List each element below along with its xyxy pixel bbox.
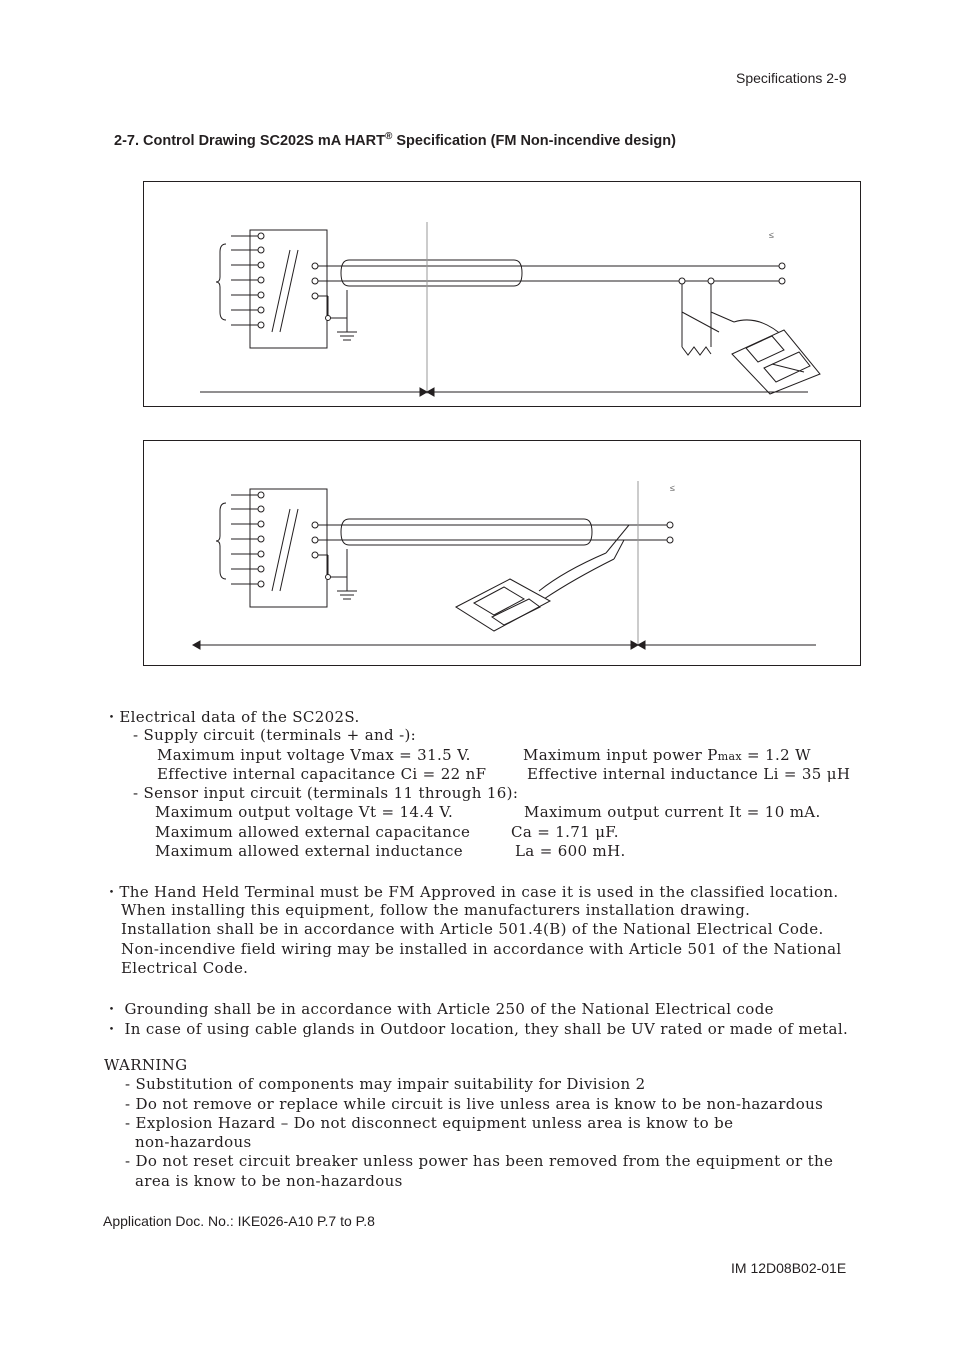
pmax-text bbox=[523, 746, 811, 764]
warning-3b: non-hazardous bbox=[135, 1133, 252, 1151]
rating-mark-2: ≤ bbox=[670, 483, 675, 493]
ca-label: Maximum allowed external capacitance bbox=[155, 823, 471, 841]
cable-glands-bullet: ・ In case of using cable glands in Outdoor location, they shall be UV rated or made of metal. bbox=[104, 1020, 849, 1038]
ci-text: Effective internal capacitance Ci = 22 nF bbox=[157, 765, 487, 783]
electrical-heading: ・Electrical data of the SC202S. bbox=[104, 708, 360, 726]
application-doc-number: Application Doc. No.: IKE026-A10 P.7 to P.8 bbox=[103, 1213, 375, 1229]
grounding-bullet: ・ Grounding shall be in accordance with Article 250 of the National Electrical code bbox=[104, 1000, 774, 1018]
section-title bbox=[114, 131, 676, 149]
pmax-sub: max bbox=[717, 750, 742, 763]
hht-note-line3: Installation shall be in accordance with Article 501.4(B) of the National Electrical Code. bbox=[121, 920, 824, 938]
control-drawing-2-svg bbox=[144, 441, 860, 665]
page-header: Specifications 2-9 bbox=[736, 70, 847, 86]
it-text: Maximum output current It = 10 mA. bbox=[524, 803, 821, 821]
hht-note-line5: Electrical Code. bbox=[121, 959, 249, 977]
hht-note-line4: Non-incendive field wiring may be installed in accordance with Article 501 of the National bbox=[121, 940, 842, 958]
ca-value: Ca = 1.71 μF. bbox=[511, 823, 619, 841]
pmax-suffix: = 1.2 W bbox=[741, 746, 811, 764]
la-value: La = 600 mH. bbox=[515, 842, 626, 860]
warning-title: WARNING bbox=[104, 1056, 188, 1074]
im-number: IM 12D08B02-01E bbox=[731, 1260, 847, 1276]
section-title-tail: Specification (FM Non-incendive design) bbox=[392, 132, 676, 149]
vmax-text: Maximum input voltage Vmax = 31.5 V. bbox=[157, 746, 471, 764]
control-drawing-2 bbox=[143, 440, 861, 666]
supply-heading: - Supply circuit (terminals + and -): bbox=[133, 726, 417, 744]
hand-held-terminal-2 bbox=[456, 579, 550, 631]
control-drawing-1-svg bbox=[144, 182, 860, 406]
hand-held-terminal-1 bbox=[732, 330, 820, 394]
warning-4a: - Do not reset circuit breaker unless power has been removed from the equipment or the bbox=[125, 1152, 834, 1170]
control-drawing-1 bbox=[143, 181, 861, 407]
vt-text: Maximum output voltage Vt = 14.4 V. bbox=[155, 803, 454, 821]
sensor-terminals-2 bbox=[231, 492, 264, 587]
warning-2: - Do not remove or replace while circuit is live unless area is know to be non-hazardous bbox=[125, 1095, 824, 1113]
sensor-heading: - Sensor input circuit (terminals 11 through 16): bbox=[133, 784, 519, 802]
rating-mark: ≤ bbox=[769, 230, 774, 240]
section-title-main: 2-7. Control Drawing SC202S mA HART bbox=[114, 132, 385, 149]
hht-note-line1: ・The Hand Held Terminal must be FM Approved in case it is used in the classified location. bbox=[104, 883, 839, 901]
warning-1: - Substitution of components may impair suitability for Division 2 bbox=[125, 1075, 646, 1093]
pmax-prefix: Maximum input power P bbox=[523, 746, 718, 764]
la-label: Maximum allowed external inductance bbox=[155, 842, 463, 860]
registered-mark: ® bbox=[384, 131, 393, 142]
warning-4b: area is know to be non-hazardous bbox=[135, 1172, 403, 1190]
warning-3a: - Explosion Hazard – Do not disconnect equipment unless area is know to be bbox=[125, 1114, 734, 1132]
li-text: Effective internal inductance Li = 35 μH bbox=[527, 765, 851, 783]
hht-note-line2: When installing this equipment, follow the manufacturers installation drawing. bbox=[121, 901, 751, 919]
sensor-brace bbox=[216, 244, 226, 320]
sensor-terminals bbox=[231, 233, 264, 328]
